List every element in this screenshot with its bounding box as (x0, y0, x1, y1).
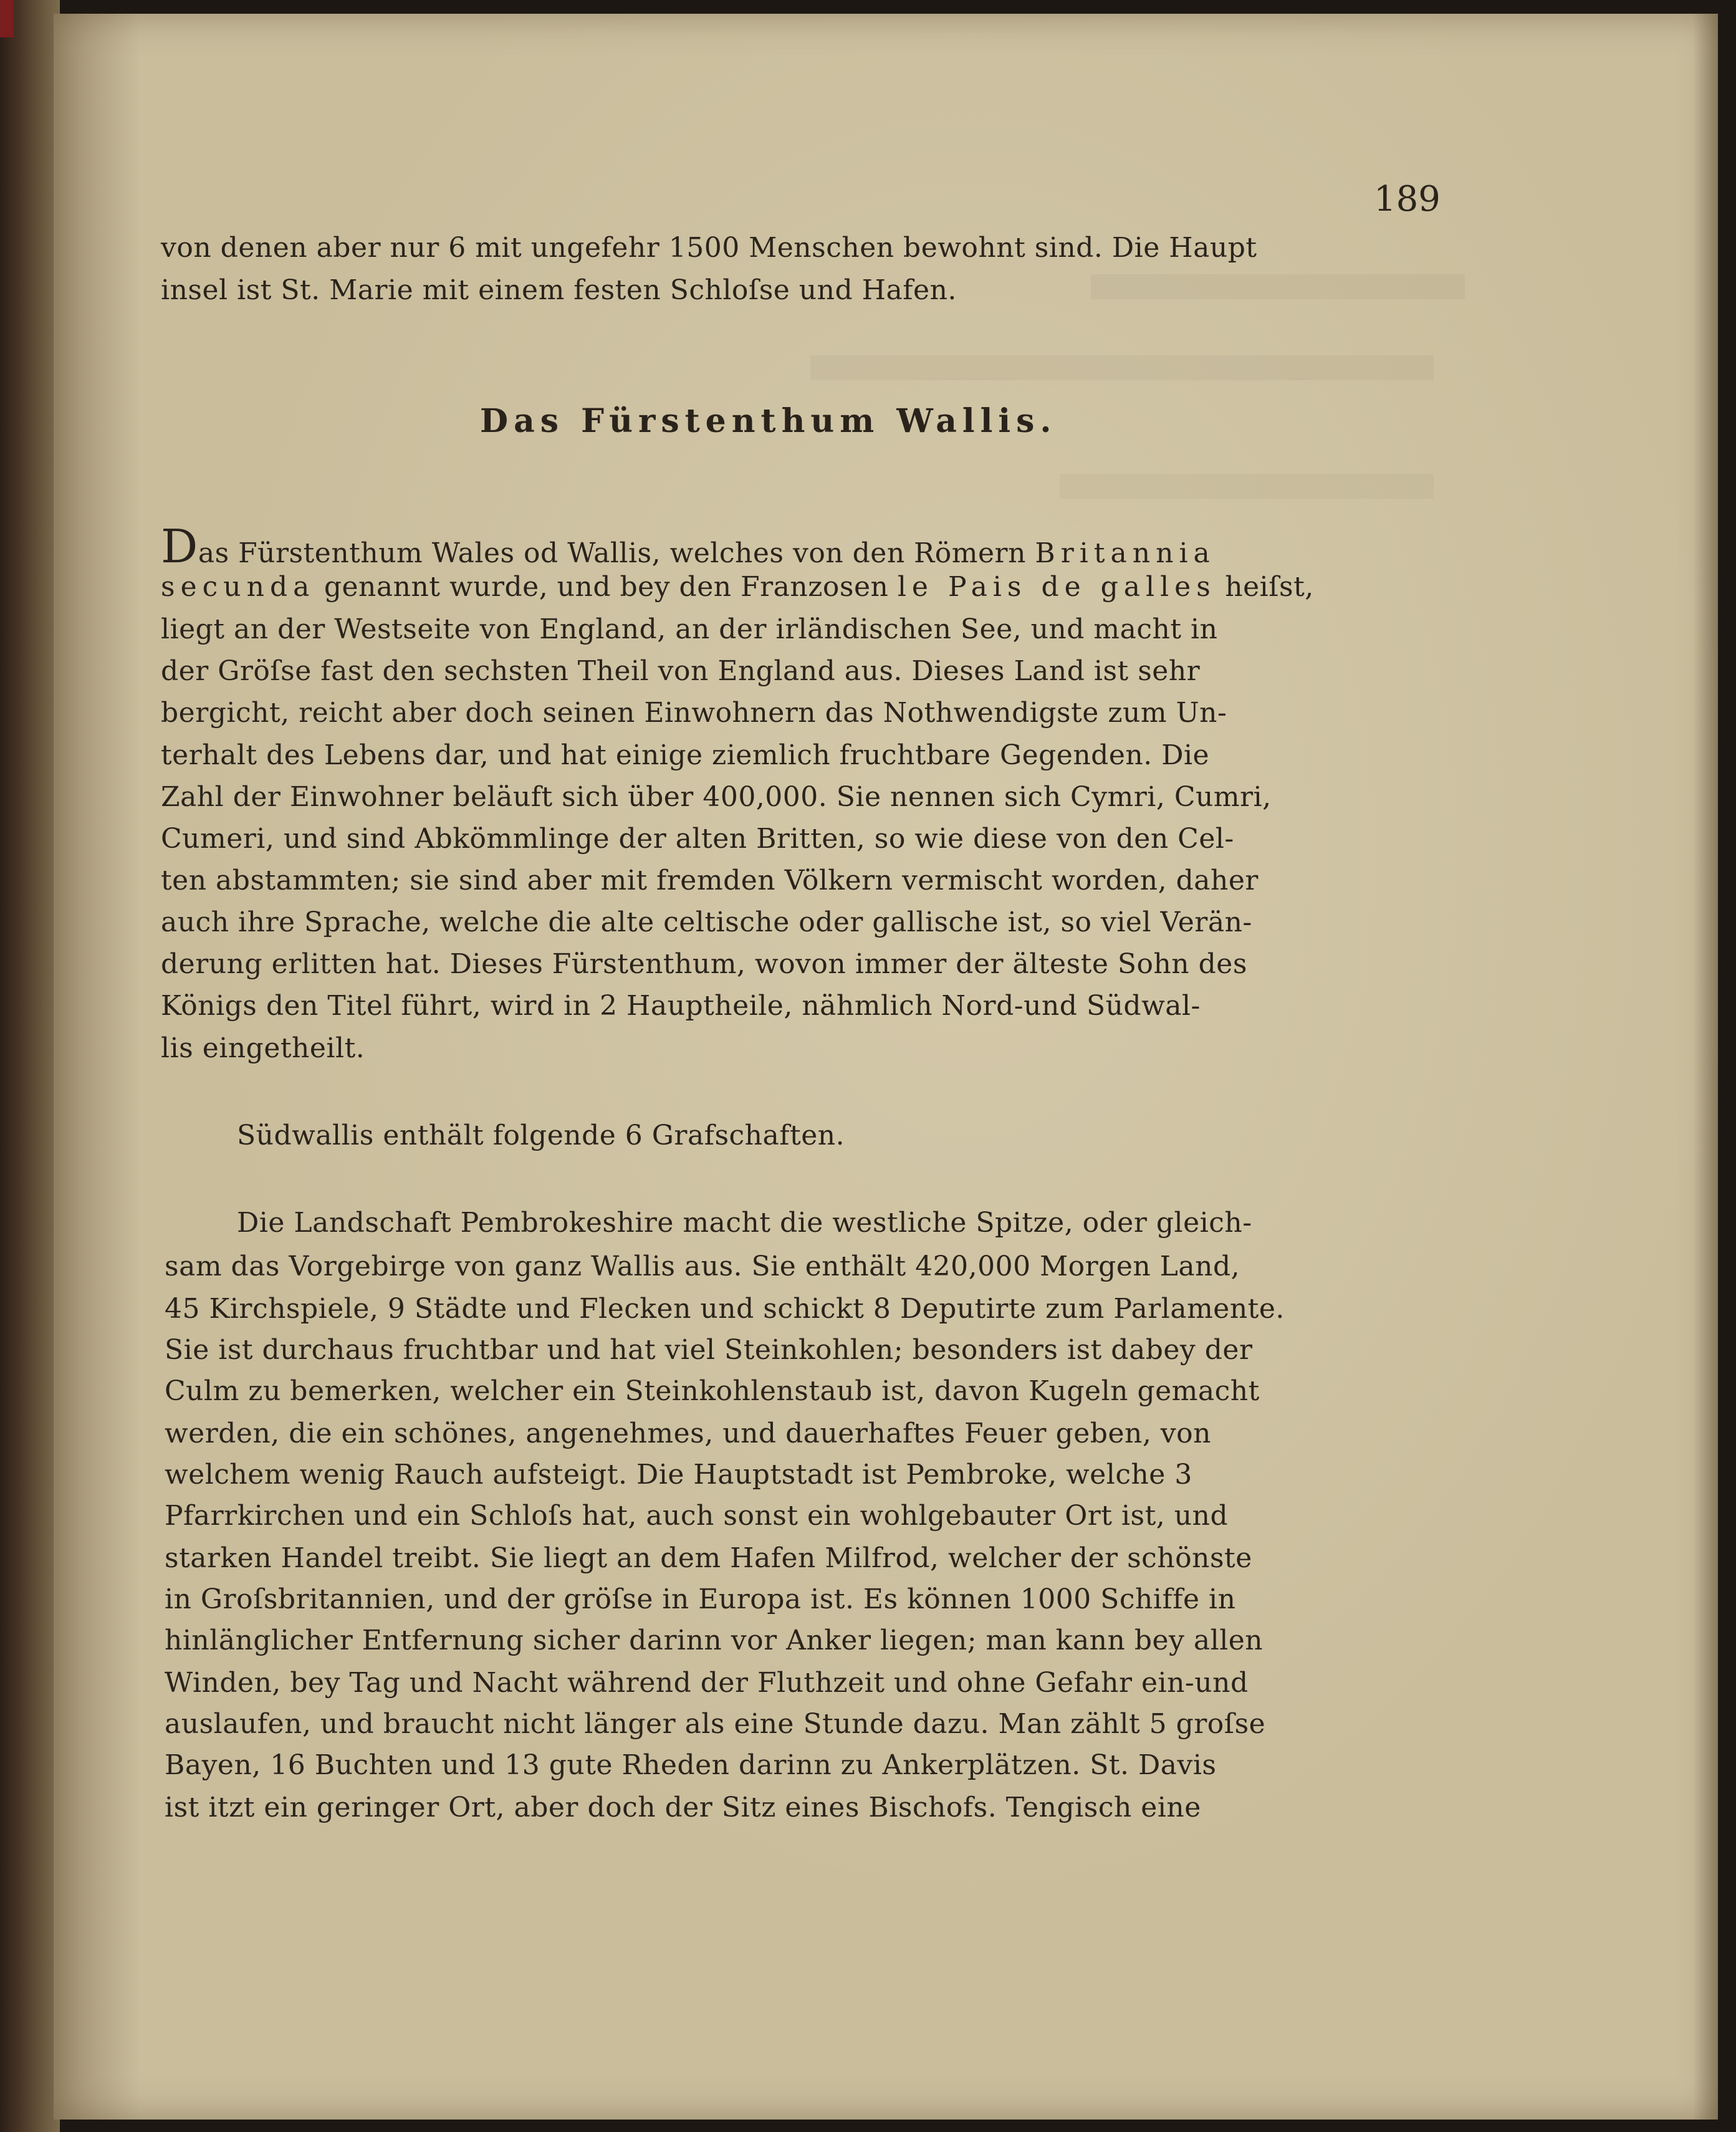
show-through (1091, 274, 1465, 299)
text-line: terhalt des Lebens dar, und hat einige ziemlich fruchtbare Gegenden. Die (161, 739, 1210, 771)
text-line: werden, die ein schönes, angenehmes, und dauerhaftes Feuer geben, von (165, 1418, 1211, 1449)
text-line (161, 571, 1314, 603)
text-line: Cumeri, und sind Abkömmlinge der alten Britten, so wie diese von den Cel- (161, 823, 1234, 855)
text-line: Bayen, 16 Buchten und 13 gute Rheden darinn zu Ankerplätzen. St. Davis (165, 1749, 1217, 1781)
text-line: starken Handel treibt. Sie liegt an dem Hafen Milfrod, welcher der schönste (165, 1542, 1252, 1574)
page-number: 189 (1374, 179, 1441, 219)
text-span: heiſst, (1225, 571, 1314, 603)
text-line: auslaufen, und braucht nicht länger als eine Stunde dazu. Man zählt 5 groſse (165, 1708, 1266, 1740)
text-line: Winden, bey Tag und Nacht während der Fluthzeit und ohne Gefahr ein-und (165, 1667, 1249, 1699)
text-line: in Groſsbritannien, und der gröſse in Europa ist. Es können 1000 Schiffe in (165, 1583, 1236, 1615)
paragraph-first-line (161, 520, 1216, 574)
spaced-text: secunda (161, 571, 315, 603)
text-line: sam das Vorgebirge von ganz Wallis aus. Sie enthält 420,000 Morgen Land, (165, 1251, 1240, 1282)
show-through (810, 355, 1434, 380)
text-line: bergicht, reicht aber doch seinen Einwohnern das Nothwendigste zum Un- (161, 697, 1227, 729)
text-line: Sie ist durchaus fruchtbar und hat viel Steinkohlen; besonders ist dabey der (165, 1334, 1253, 1366)
spaced-text: Britannia (1035, 537, 1216, 569)
text-line: von denen aber nur 6 mit ungefehr 1500 Menschen bewohnt sind. Die Haupt (161, 232, 1257, 264)
text-line: ist itzt ein geringer Ort, aber doch der Sitz eines Bischofs. Tengisch eine (165, 1792, 1201, 1823)
book-spine (0, 0, 60, 2132)
text-line: Königs den Titel führt, wird in 2 Hauptheile, nähmlich Nord-und Südwal- (161, 990, 1201, 1022)
subheading: Südwallis enthält folgende 6 Grafschaften. (237, 1120, 845, 1151)
text-line: 45 Kirchspiele, 9 Städte und Flecken und schickt 8 Deputirte zum Parlamente. (165, 1293, 1285, 1325)
text-line: insel ist St. Marie mit einem festen Schloſse und Hafen. (161, 274, 957, 306)
text-line: Pfarrkirchen und ein Schloſs hat, auch sonst ein wohlgebauter Ort ist, und (165, 1500, 1229, 1532)
drop-cap: D (161, 520, 198, 574)
text-line: hinlänglicher Entfernung sicher darinn vor Anker liegen; man kann bey allen (165, 1625, 1264, 1656)
text-line: der Gröſse fast den sechsten Theil von England aus. Dieses Land ist sehr (161, 655, 1201, 687)
text-line: lis eingetheilt. (161, 1032, 365, 1064)
text-line: derung erlitten hat. Dieses Fürstenthum, wovon immer der älteste Sohn des (161, 948, 1247, 980)
text-line: Culm zu bemerken, welcher ein Steinkohlenstaub ist, davon Kugeln gemacht (165, 1375, 1260, 1407)
text-line: auch ihre Sprache, welche die alte celtische oder gallische ist, so viel Verän- (161, 906, 1252, 938)
text-span: genannt wurde, und bey den Franzosen (324, 571, 889, 603)
spine-binding-mark (0, 0, 14, 37)
spaced-text: le Pais de galles (897, 571, 1216, 603)
section-heading: Das Fürstenthum Wallis. (480, 402, 1057, 440)
text-line: welchem wenig Rauch aufsteigt. Die Hauptstadt ist Pembroke, welche 3 (165, 1459, 1192, 1491)
text-span: as Fürstenthum Wales od Wallis, welches von den Römern (198, 537, 1026, 569)
text-line: liegt an der Westseite von England, an der irländischen See, und macht in (161, 613, 1218, 645)
text-line: Die Landschaft Pembrokeshire macht die westliche Spitze, oder gleich- (237, 1207, 1252, 1239)
text-line: Zahl der Einwohner beläuft sich über 400,000. Sie nennen sich Cymri, Cumri, (161, 781, 1272, 813)
show-through (1060, 474, 1434, 499)
text-line: ten abstammten; sie sind aber mit fremden Völkern vermischt worden, daher (161, 865, 1259, 896)
